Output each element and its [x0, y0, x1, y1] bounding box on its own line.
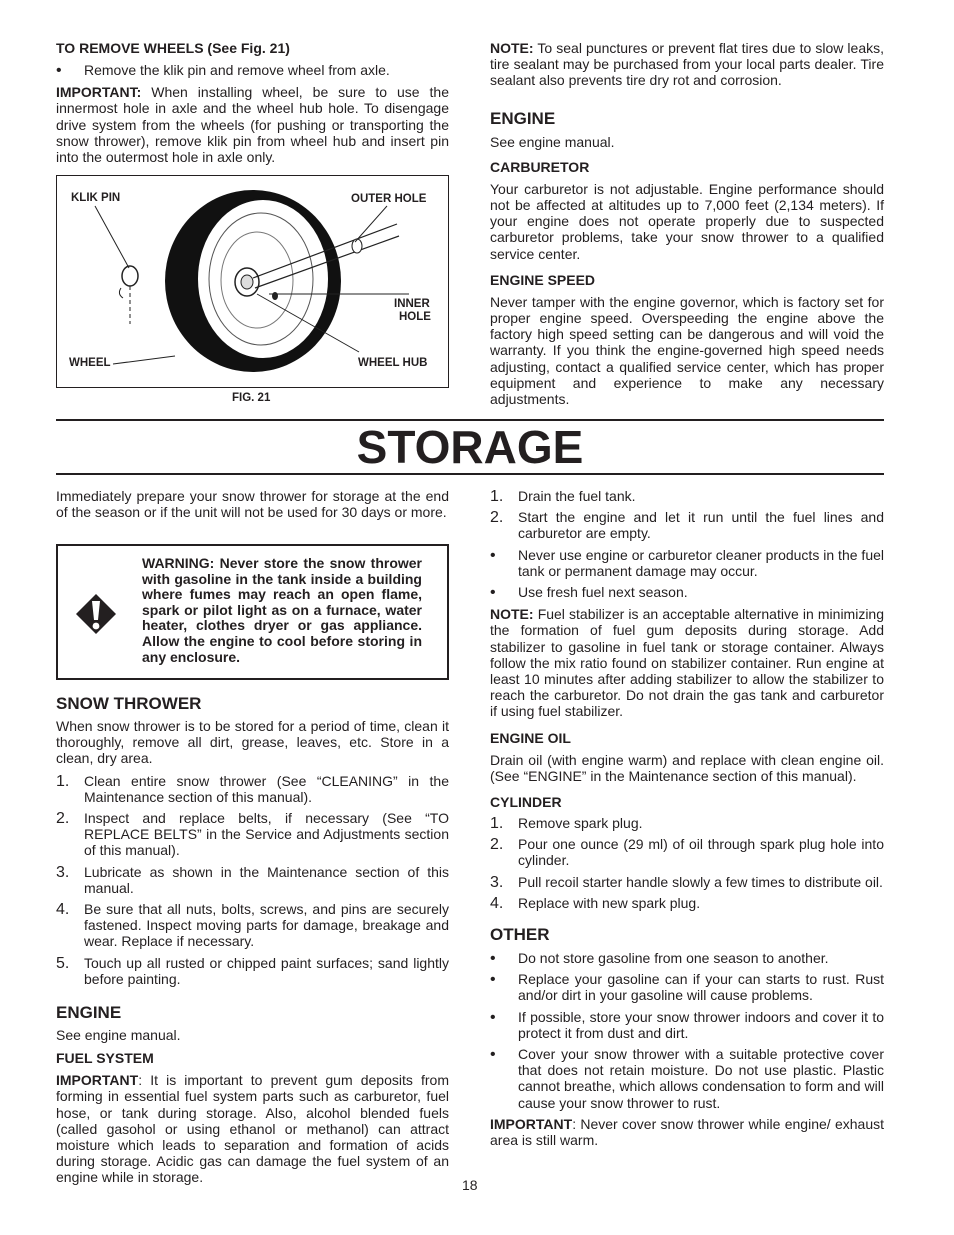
storage-engine-heading: ENGINE: [56, 1003, 122, 1023]
cylinder-steps: [490, 815, 884, 911]
list-item: • Use fresh fuel next season.: [490, 584, 688, 602]
list-item: 4. Replace with new spark plug.: [490, 894, 701, 912]
figure-caption: FIG. 21: [232, 392, 271, 404]
other-items: [490, 950, 884, 1111]
other-heading: OTHER: [490, 925, 550, 945]
tire-note-paragraph: [490, 40, 884, 89]
list-item: 2. Start the engine and let it run until the fuel lines and carburetor are empty.: [490, 509, 884, 542]
list-item: 3. Lubricate as shown in the Maintenance section of this manual.: [56, 863, 449, 896]
warning-icon: [74, 592, 118, 636]
carburetor-heading: CARBURETOR: [490, 158, 590, 175]
important-label: IMPORTANT:: [56, 84, 142, 101]
note-label: NOTE:: [490, 40, 534, 56]
storage-bottom-rule: [56, 473, 884, 475]
figure-21-box: [56, 175, 449, 388]
tire-note-text: To seal punctures or prevent flat tires due to slow leaks, tire sealant may be purchased from your local parts dealer. Tire sealant also prevents tire dry rot and corrosion.: [490, 40, 884, 89]
list-item: 3. Pull recoil starter handle slowly a few times to distribute oil.: [490, 873, 883, 891]
list-item: 4. Be sure that all nuts, bolts, screws, and pins are securely fastened. Inspect moving parts for damage, breakage and wear. Replace if necessary.: [56, 901, 449, 950]
engine-oil-heading: ENGINE OIL: [490, 729, 571, 746]
engine-text: See engine manual.: [490, 133, 615, 150]
wheels-heading: TO REMOVE WHEELS (See Fig. 21): [56, 40, 290, 56]
engine-top-section: [490, 40, 884, 407]
important-label: IMPORTANT: [490, 1115, 573, 1132]
list-item: 5. Touch up all rusted or chipped paint surfaces; sand lightly before painting.: [56, 954, 449, 987]
engine-speed-text: Never tamper with the engine governor, which is factory set for proper engine speed. Overspeeding the engine above the factory high speed setting can be dangerous and will void the warranty. If you think the engine-governed high speed needs adjusting, contact a qualified service center, which has proper equipment and experience to make any necessary adjustments.: [490, 293, 884, 408]
list-item: • If possible, store your snow thrower indoors and cover it to protect it from dust and dirt.: [490, 1008, 884, 1041]
engine-speed-heading: ENGINE SPEED: [490, 271, 596, 288]
storage-intro: [56, 488, 449, 520]
snow-thrower-steps: [56, 773, 449, 987]
storage-engine-text: See engine manual.: [56, 1027, 181, 1044]
cylinder-heading: CYLINDER: [490, 794, 562, 811]
warning-box: [56, 544, 449, 680]
fuel-system-heading: FUEL SYSTEM: [56, 1050, 154, 1067]
wheels-important-paragraph: [56, 84, 449, 165]
label-inner-hole-line1: INNER: [394, 298, 430, 310]
wheels-section: [56, 40, 449, 165]
warning-text: WARNING: Never store the snow thrower with gasoline in the tank inside a building where fumes may reach an open flame, spark or pilot light as on a furnace, water heater, clothes dryer or gas appliance. Allow the engine to cool before storing in any enclosure.: [142, 555, 422, 665]
wheels-important-text: When installing wheel, be sure to use the innermost hole in axle and the wheel hub hole. To disengage drive system from the wheels (for pushing or transporting the snow thrower), remove klik pin from wheel hub and insert pin into the outermost hole in axle only.: [56, 84, 450, 166]
label-wheel-hub: WHEEL HUB: [358, 357, 428, 369]
storage-title: STORAGE: [356, 421, 584, 473]
fuel-system-text: : It is important to prevent gum deposits from forming in essential fuel system parts such as carburetor, fuel hose, or tank during storage. Also, alcohol blended fuels (called gasohol or using ethanol or methanol) can attract moisture which leads to separation and formation of acids during storage. Acidic gas can damage the fuel system of an engine while in storage.: [56, 1072, 449, 1186]
stabilizer-note-paragraph: [490, 606, 884, 719]
carburetor-text: Your carburetor is not adjustable. Engine performance should not be affected at altitudes up to 7,000 feet (2,134 meters). If your engine does not operate properly due to suspected carburetor problems, take your snow thrower to a qualified service center.: [490, 180, 884, 262]
list-item: • Replace your gasoline can if your can starts to rust. Rust and/or dirt in your gasoline will cause problems.: [490, 971, 884, 1004]
important-label: IMPORTANT: [56, 1072, 139, 1089]
stabilizer-note-text: Fuel stabilizer is an acceptable alternative in minimizing the formation of fuel gum deposits during storage. Add stabilizer to gasoline in fuel tank or storage container. Always follow the mix ratio found on stabilizer container. Run engine at least 10 minutes after adding stabilizer to allow the stabilizer to reach the carburetor. Do not drain the gas tank and carburetor if using fuel stabilizer.: [490, 606, 885, 720]
note-label: NOTE:: [490, 606, 534, 623]
label-klik-pin: KLIK PIN: [71, 192, 121, 204]
label-outer-hole: OUTER HOLE: [351, 193, 427, 205]
storage-right-section: [490, 488, 884, 1148]
wheel-illustration: [57, 176, 448, 387]
list-item: 1. Remove spark plug.: [490, 815, 643, 833]
snow-thrower-heading: SNOW THROWER: [56, 694, 202, 713]
list-item: 2. Pour one ounce (29 ml) of oil through spark plug hole into cylinder.: [490, 836, 884, 869]
wheels-bullet-text: Remove the klik pin and remove wheel from axle.: [84, 62, 390, 78]
fuel-steps: [490, 488, 884, 600]
snow-thrower-text: When snow thrower is to be stored for a period of time, clean it thoroughly, remove all dirt, grease, leaves, etc. Store in a clean, dry area.: [56, 718, 449, 767]
list-item: 1. Clean entire snow thrower (See “CLEANING” in the Maintenance section of this manual).: [56, 772, 449, 805]
engine-oil-text: Drain oil (with engine warm) and replace with clean engine oil. (See “ENGINE” in the Maintenance section of this manual).: [490, 751, 884, 784]
list-item: • Do not store gasoline from one season to another.: [490, 950, 829, 968]
label-inner-hole-line2: HOLE: [399, 311, 431, 323]
list-item: 2. Inspect and replace belts, if necessary (See “TO REPLACE BELTS” in the Service and Adjustments section of this manual).: [56, 810, 449, 859]
snow-thrower-section: [56, 694, 449, 1186]
storage-intro-text: Immediately prepare your snow thrower for storage at the end of the season or if the unit will not be used for 30 days or more.: [56, 488, 449, 521]
cover-important-text: : Never cover snow thrower while engine/ exhaust area is still warm.: [490, 1115, 884, 1149]
label-wheel: WHEEL: [69, 357, 111, 369]
list-item: • Cover your snow thrower with a suitable protective cover that does not retain moisture. Do not use plastic. Plastic cannot breathe, which allows condensation to form and will cause your snow thrower to rust.: [490, 1046, 884, 1111]
cover-important-paragraph: [490, 1116, 884, 1148]
list-item: • Never use engine or carburetor cleaner products in the fuel tank or permanent damage may occur.: [490, 546, 884, 579]
list-item: 1. Drain the fuel tank.: [490, 488, 636, 505]
list-item: • Remove the klik pin and remove wheel from axle.: [56, 62, 449, 78]
page-number: 18: [462, 1177, 478, 1193]
fuel-system-paragraph: [56, 1072, 449, 1185]
engine-heading: ENGINE: [490, 108, 556, 128]
